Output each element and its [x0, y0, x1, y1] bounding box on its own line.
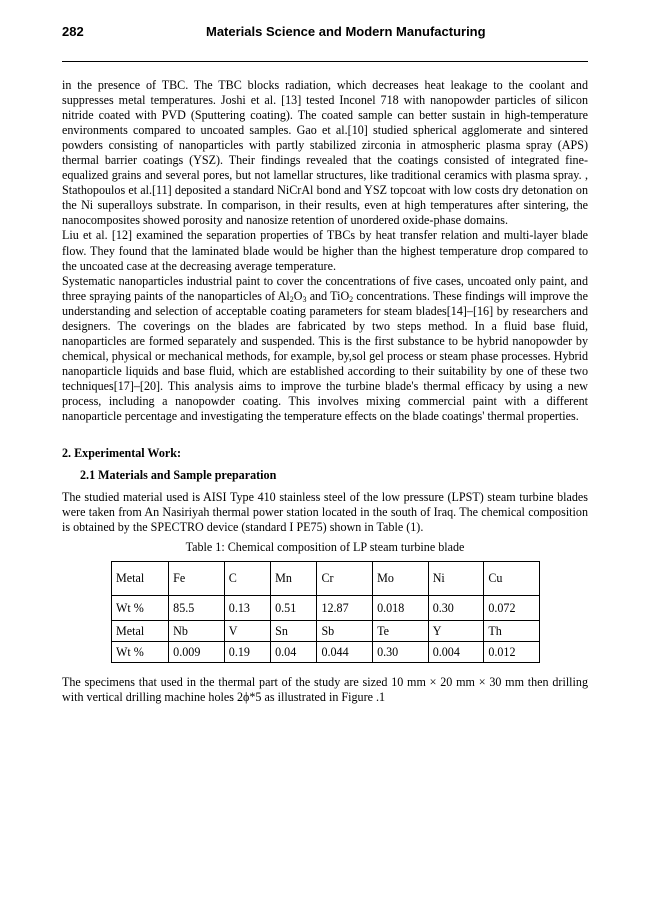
paragraph-nanoparticles	[62, 274, 588, 424]
paragraph-materials: The studied material used is AISI Type 410 stainless steel of the low pressure (LPST) steam turbine blades were taken from An Nasiriyah thermal power station located in the south of Iraq. The chemical composition is obtained by the SPECTRO device (standard I PE75) shown in Table (1).	[62, 490, 588, 535]
text-run: Systematic nanoparticles industrial paint to cover the concentrations of five cases, uncoated only paint, and three spraying paints of the nanoparticles of Al	[62, 273, 588, 303]
paragraph-liu: Liu et al. [12] examined the separation properties of TBCs by heat transfer relation and multi-layer blade flow. They found that the laminated blade would be higher than the highest temperature drop compared to the uncoated case at the decreasing average temperature.	[62, 228, 588, 273]
chemical-composition-table	[111, 561, 540, 663]
header-divider	[62, 61, 588, 62]
table-cell: Th	[484, 621, 540, 642]
page-header	[62, 24, 588, 42]
table-cell: 0.009	[169, 642, 225, 663]
table-cell: Y	[428, 621, 484, 642]
subsection-heading: 2.1 Materials and Sample preparation	[80, 468, 277, 483]
table-cell: Mn	[271, 562, 317, 596]
table-cell: Mo	[373, 562, 429, 596]
table-cell: C	[224, 562, 270, 596]
table-row	[112, 621, 540, 642]
table-cell: Sn	[271, 621, 317, 642]
table-cell: 85.5	[169, 596, 225, 621]
table-cell: 0.19	[224, 642, 270, 663]
table-cell: 0.018	[373, 596, 429, 621]
table-cell: Te	[373, 621, 429, 642]
table-cell: 0.13	[224, 596, 270, 621]
table-cell: 0.044	[317, 642, 373, 663]
table-cell: Sb	[317, 621, 373, 642]
subscript: 2	[349, 294, 354, 304]
table-cell: 0.04	[271, 642, 317, 663]
table-cell: 0.072	[484, 596, 540, 621]
text-run: O	[293, 288, 303, 303]
table-row	[112, 642, 540, 663]
text-run: concentrations. These findings will improve the understanding and selection of acceptable coating parameters for steam blades[14]–[16] by researchers and designers. The coverings on the blades are fabricated by two steps method. In a fluid base fluid, nanoparticles are formed separately and suspended. This is the first substance to be hybrid nanopowder by chemical, physical or mechanical methods, for example, by,sol gel process or steam phase processes. Hybrid nanoparticle liquids and base fluid, which are established according to their suitability by one of these two techniques[17]–[20]. This analysis aims to improve the turbine blade's thermal efficacy by using a new process, including a nanopowder coating. This involves mixing commercial paint with a different nanoparticle percentage and investigating the temperature effects on the blade coatings' thermal properties.	[62, 288, 588, 424]
text-run: and TiO	[306, 288, 350, 303]
table-cell: 0.012	[484, 642, 540, 663]
section-heading: 2. Experimental Work:	[62, 446, 182, 461]
table-cell: 0.004	[428, 642, 484, 663]
table-cell: 0.51	[271, 596, 317, 621]
subscript: 2	[289, 294, 294, 304]
journal-title: Materials Science and Modern Manufacturing	[206, 24, 486, 39]
table-cell: Wt %	[112, 642, 169, 663]
subscript: 3	[302, 294, 307, 304]
table-row	[112, 562, 540, 596]
table-cell: Nb	[169, 621, 225, 642]
table-cell: Wt %	[112, 596, 169, 621]
paragraph-tbc-review: in the presence of TBC. The TBC blocks radiation, which decreases heat leakage to the coolant and suppresses metal temperatures. Joshi et al. [13] tested Inconel 718 with nanopowder particles of silicon nitride coated with PVD (Sputtering coating). The coated sample can better sustain in high-temperature environments compared to uncoated samples. Gao et al.[10] studied spherical agglomerate and sintered powders consisting of nanoparticles with partly stabilized zirconia in atmospheric plasma spray (APS) thermal barrier coatings (YSZ). Their findings revealed that the coatings consisted of integrated fine-equalized grains and several pores, but not lamellar structures, like traditional ceramics with plasma spray. , Stathopoulos et al.[11] deposited a standard NiCrAl bond and YSZ topcoat with low costs dry detonation on the Ni superalloys substrate. In comparison, in their results, even at high temperatures after sintering, the nanocomposites showed porosity and nanosize retention of unordered oxide-phase domains.	[62, 78, 588, 228]
table-cell: 0.30	[373, 642, 429, 663]
table-cell: Metal	[112, 562, 169, 596]
table-cell: V	[224, 621, 270, 642]
paragraph-specimens: The specimens that used in the thermal part of the study are sized 10 mm × 20 mm × 30 mm then drilling with vertical drilling machine holes 2ϕ*5 as illustrated in Figure .1	[62, 675, 588, 705]
table-cell: Metal	[112, 621, 169, 642]
table-cell: Cr	[317, 562, 373, 596]
table-caption: Table 1: Chemical composition of LP steam turbine blade	[185, 540, 465, 555]
table-cell: Ni	[428, 562, 484, 596]
table-row	[112, 596, 540, 621]
table-cell: 12.87	[317, 596, 373, 621]
table-cell: 0.30	[428, 596, 484, 621]
table-cell: Cu	[484, 562, 540, 596]
table-cell: Fe	[169, 562, 225, 596]
page-number: 282	[62, 24, 84, 39]
page-body	[62, 78, 588, 705]
